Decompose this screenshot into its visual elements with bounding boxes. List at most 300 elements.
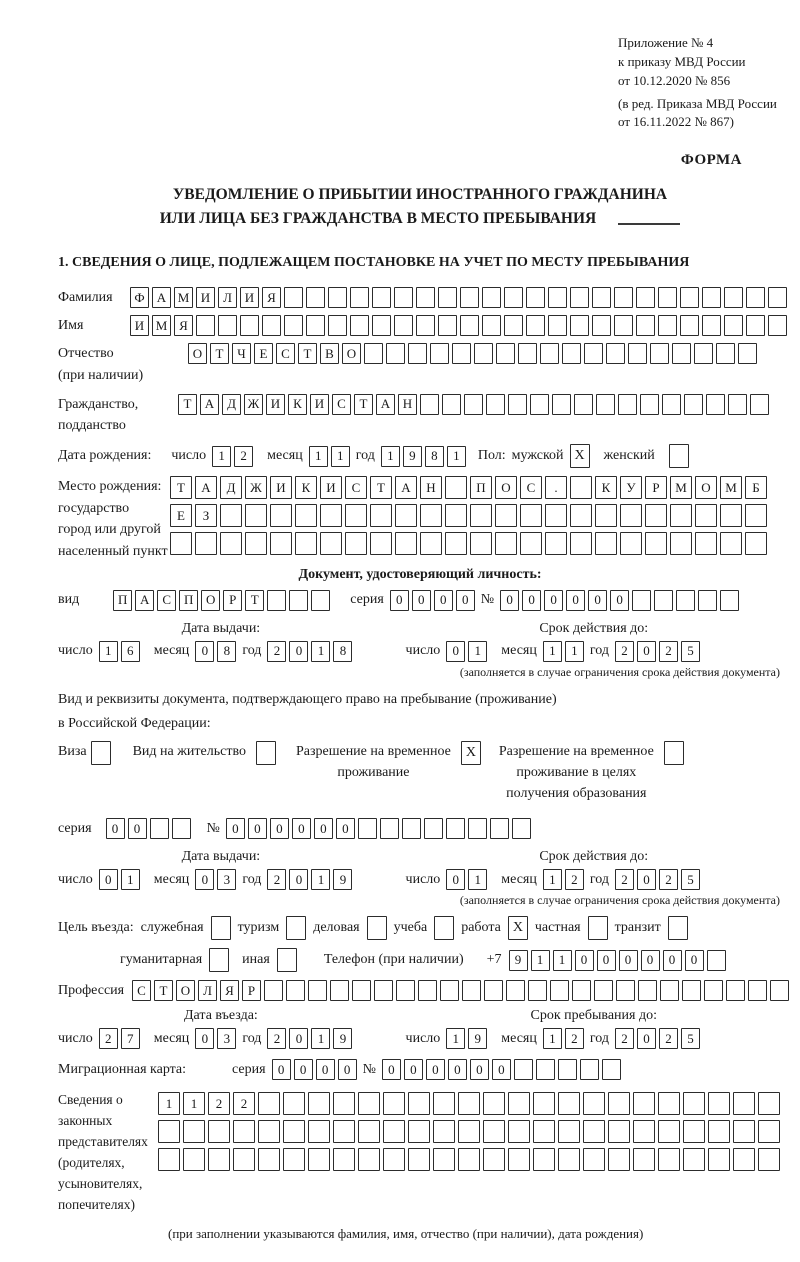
form-cell[interactable] [602,1059,621,1080]
form-cell[interactable] [209,948,229,972]
form-cell[interactable] [676,590,695,611]
form-cell[interactable]: 1 [99,641,118,662]
form-cell[interactable]: 1 [158,1092,180,1115]
form-cell[interactable] [702,287,721,308]
form-cell[interactable]: М [670,476,692,499]
form-cell[interactable] [295,532,317,555]
form-cell[interactable] [258,1148,280,1171]
form-cell[interactable] [320,504,342,527]
form-cell[interactable] [383,1148,405,1171]
form-cell[interactable] [562,343,581,364]
form-cell[interactable]: О [495,476,517,499]
form-cell[interactable] [458,1148,480,1171]
form-cell[interactable]: М [152,315,171,336]
form-cell[interactable] [438,287,457,308]
form-cell[interactable] [724,315,743,336]
form-cell[interactable]: 0 [294,1059,313,1080]
form-cell[interactable] [746,287,765,308]
form-cell[interactable] [728,394,747,415]
form-cell[interactable]: П [470,476,492,499]
form-cell[interactable] [595,532,617,555]
form-cell[interactable] [395,532,417,555]
form-cell[interactable] [526,315,545,336]
form-cell[interactable] [660,980,679,1001]
form-cell[interactable] [306,315,325,336]
form-cell[interactable] [440,980,459,1001]
form-cell[interactable] [670,504,692,527]
form-cell[interactable] [638,980,657,1001]
form-cell[interactable] [358,1148,380,1171]
form-cell[interactable] [720,532,742,555]
form-cell[interactable]: 1 [311,1028,330,1049]
form-cell[interactable]: Ф [130,287,149,308]
form-cell[interactable]: 1 [468,641,487,662]
form-cell[interactable]: 1 [311,869,330,890]
form-cell[interactable] [172,818,191,839]
form-cell[interactable] [720,504,742,527]
form-cell[interactable] [420,394,439,415]
form-cell[interactable]: Т [178,394,197,415]
form-cell[interactable] [658,287,677,308]
form-cell[interactable] [583,1092,605,1115]
form-cell[interactable] [211,916,231,940]
form-cell[interactable] [208,1148,230,1171]
form-cell[interactable] [508,1092,530,1115]
form-cell[interactable] [474,343,493,364]
form-cell[interactable] [662,394,681,415]
form-cell[interactable]: О [342,343,361,364]
form-cell[interactable] [270,532,292,555]
form-cell[interactable] [170,532,192,555]
form-cell[interactable]: И [240,287,259,308]
form-cell[interactable]: И [270,476,292,499]
form-cell[interactable]: 0 [99,869,118,890]
form-cell[interactable] [558,1059,577,1080]
form-cell[interactable] [583,1148,605,1171]
form-cell[interactable]: 0 [128,818,147,839]
form-cell[interactable] [460,287,479,308]
form-cell[interactable]: 0 [426,1059,445,1080]
form-cell[interactable] [552,394,571,415]
form-cell[interactable]: И [320,476,342,499]
form-cell[interactable] [402,818,421,839]
form-cell[interactable]: 0 [390,590,409,611]
form-cell[interactable] [512,818,531,839]
form-cell[interactable]: 2 [267,641,286,662]
form-cell[interactable] [345,532,367,555]
form-cell[interactable]: 2 [208,1092,230,1115]
form-cell[interactable]: К [288,394,307,415]
form-cell[interactable]: Т [170,476,192,499]
form-cell[interactable]: 0 [500,590,519,611]
form-cell[interactable] [758,1092,780,1115]
form-cell[interactable] [706,394,725,415]
form-cell[interactable]: 9 [468,1028,487,1049]
form-cell[interactable] [183,1148,205,1171]
form-cell[interactable] [504,287,523,308]
form-cell[interactable] [256,741,276,765]
form-cell[interactable]: Д [220,476,242,499]
form-cell[interactable] [733,1092,755,1115]
form-cell[interactable] [650,343,669,364]
form-cell[interactable]: Р [242,980,261,1001]
form-cell[interactable] [668,916,688,940]
form-cell[interactable]: Я [174,315,193,336]
form-cell[interactable]: 0 [637,641,656,662]
form-cell[interactable] [420,504,442,527]
form-cell[interactable] [396,980,415,1001]
form-cell[interactable]: Б [745,476,767,499]
form-cell[interactable] [289,590,308,611]
form-cell[interactable] [592,315,611,336]
form-cell[interactable] [370,504,392,527]
form-cell[interactable]: Н [420,476,442,499]
form-cell[interactable] [270,504,292,527]
form-cell[interactable] [350,315,369,336]
form-cell[interactable] [704,980,723,1001]
form-cell[interactable]: 0 [226,818,245,839]
form-cell[interactable]: 0 [338,1059,357,1080]
form-cell[interactable] [433,1120,455,1143]
form-cell[interactable]: 2 [234,446,253,467]
form-cell[interactable]: 0 [446,641,465,662]
form-cell[interactable] [530,394,549,415]
form-cell[interactable] [768,287,787,308]
form-cell[interactable]: 3 [217,1028,236,1049]
form-cell[interactable]: 0 [544,590,563,611]
form-cell[interactable] [684,394,703,415]
form-cell[interactable] [483,1148,505,1171]
form-cell[interactable] [208,1120,230,1143]
form-cell[interactable]: 2 [565,1028,584,1049]
form-cell[interactable]: 1 [212,446,231,467]
form-cell[interactable]: А [395,476,417,499]
form-cell[interactable]: 0 [289,1028,308,1049]
form-cell[interactable] [264,980,283,1001]
form-cell[interactable] [528,980,547,1001]
form-cell[interactable] [664,741,684,765]
form-cell[interactable]: 8 [425,446,444,467]
form-cell[interactable]: П [113,590,132,611]
form-cell[interactable]: 0 [106,818,125,839]
form-cell[interactable] [558,1092,580,1115]
form-cell[interactable] [574,394,593,415]
form-cell[interactable] [588,916,608,940]
form-cell[interactable] [408,1148,430,1171]
form-cell[interactable]: 1 [331,446,350,467]
form-cell[interactable] [416,315,435,336]
form-cell[interactable]: О [695,476,717,499]
form-cell[interactable] [733,1148,755,1171]
form-cell[interactable]: X [508,916,528,940]
form-cell[interactable]: 9 [403,446,422,467]
form-cell[interactable] [240,315,259,336]
form-cell[interactable]: X [570,444,590,468]
form-cell[interactable]: З [195,504,217,527]
form-cell[interactable]: М [174,287,193,308]
form-cell[interactable] [220,504,242,527]
form-cell[interactable]: 0 [575,950,594,971]
form-cell[interactable] [526,287,545,308]
form-cell[interactable]: 0 [434,590,453,611]
form-cell[interactable]: И [196,287,215,308]
form-cell[interactable] [445,532,467,555]
form-cell[interactable] [596,394,615,415]
form-cell[interactable]: И [266,394,285,415]
form-cell[interactable] [670,532,692,555]
form-cell[interactable]: К [295,476,317,499]
form-cell[interactable]: 0 [492,1059,511,1080]
form-cell[interactable] [724,287,743,308]
form-cell[interactable] [482,315,501,336]
form-cell[interactable] [583,1120,605,1143]
form-cell[interactable] [608,1092,630,1115]
form-cell[interactable] [383,1120,405,1143]
form-cell[interactable] [633,1120,655,1143]
form-cell[interactable]: Т [354,394,373,415]
form-cell[interactable]: 1 [531,950,550,971]
form-cell[interactable] [283,1148,305,1171]
form-cell[interactable] [418,980,437,1001]
form-cell[interactable] [150,818,169,839]
form-cell[interactable]: 0 [289,869,308,890]
form-cell[interactable] [758,1148,780,1171]
form-cell[interactable]: Я [220,980,239,1001]
form-cell[interactable] [518,343,537,364]
form-cell[interactable]: 0 [641,950,660,971]
form-cell[interactable]: 2 [615,1028,634,1049]
form-cell[interactable]: X [461,741,481,765]
form-cell[interactable]: 0 [522,590,541,611]
form-cell[interactable] [595,504,617,527]
form-cell[interactable] [570,532,592,555]
form-cell[interactable]: 0 [412,590,431,611]
form-cell[interactable]: 0 [382,1059,401,1080]
form-cell[interactable] [308,1120,330,1143]
form-cell[interactable] [695,532,717,555]
form-cell[interactable] [633,1092,655,1115]
form-cell[interactable] [464,394,483,415]
form-cell[interactable] [768,315,787,336]
form-cell[interactable] [438,315,457,336]
form-cell[interactable] [745,532,767,555]
form-cell[interactable]: 5 [681,1028,700,1049]
form-cell[interactable] [496,343,515,364]
form-cell[interactable]: 0 [619,950,638,971]
form-cell[interactable] [333,1120,355,1143]
form-cell[interactable]: . [545,476,567,499]
form-cell[interactable] [367,916,387,940]
form-cell[interactable] [683,1148,705,1171]
form-cell[interactable]: Т [154,980,173,1001]
form-cell[interactable]: 0 [446,869,465,890]
form-cell[interactable]: 0 [289,641,308,662]
form-cell[interactable]: 6 [121,641,140,662]
form-cell[interactable] [433,1092,455,1115]
form-cell[interactable] [508,1148,530,1171]
form-cell[interactable]: 0 [470,1059,489,1080]
form-cell[interactable] [726,980,745,1001]
form-cell[interactable]: 5 [681,641,700,662]
form-cell[interactable] [458,1092,480,1115]
form-cell[interactable]: 0 [566,590,585,611]
form-cell[interactable] [470,504,492,527]
form-cell[interactable] [468,818,487,839]
form-cell[interactable]: О [176,980,195,1001]
form-cell[interactable] [434,916,454,940]
form-cell[interactable]: В [320,343,339,364]
form-cell[interactable] [694,343,713,364]
form-cell[interactable]: Р [223,590,242,611]
form-cell[interactable] [708,1148,730,1171]
form-cell[interactable] [628,343,647,364]
form-cell[interactable] [333,1092,355,1115]
form-cell[interactable] [558,1120,580,1143]
form-cell[interactable] [548,315,567,336]
form-cell[interactable]: 8 [333,641,352,662]
form-cell[interactable] [708,1092,730,1115]
form-cell[interactable]: К [595,476,617,499]
form-cell[interactable]: 0 [195,1028,214,1049]
form-cell[interactable] [430,343,449,364]
form-cell[interactable] [380,818,399,839]
form-cell[interactable] [570,287,589,308]
form-cell[interactable] [383,1092,405,1115]
form-cell[interactable] [295,504,317,527]
form-cell[interactable] [374,980,393,1001]
form-cell[interactable] [533,1148,555,1171]
form-cell[interactable] [358,818,377,839]
form-cell[interactable] [720,590,739,611]
form-cell[interactable] [702,315,721,336]
form-cell[interactable] [386,343,405,364]
form-cell[interactable]: С [520,476,542,499]
form-cell[interactable]: Т [245,590,264,611]
form-cell[interactable] [364,343,383,364]
form-cell[interactable]: С [157,590,176,611]
form-cell[interactable] [748,980,767,1001]
form-cell[interactable] [267,590,286,611]
form-cell[interactable] [707,950,726,971]
form-cell[interactable]: 2 [267,1028,286,1049]
form-cell[interactable] [328,315,347,336]
form-cell[interactable]: 0 [610,590,629,611]
form-cell[interactable]: О [188,343,207,364]
form-cell[interactable] [508,394,527,415]
form-cell[interactable]: Л [218,287,237,308]
form-cell[interactable]: Ж [245,476,267,499]
form-cell[interactable] [770,980,789,1001]
form-cell[interactable] [683,1092,705,1115]
form-cell[interactable] [420,532,442,555]
form-cell[interactable] [320,532,342,555]
form-cell[interactable] [286,916,306,940]
form-cell[interactable]: А [135,590,154,611]
form-cell[interactable] [91,741,111,765]
form-cell[interactable] [158,1148,180,1171]
form-cell[interactable] [614,315,633,336]
form-cell[interactable] [233,1148,255,1171]
form-cell[interactable]: 2 [233,1092,255,1115]
form-cell[interactable] [658,315,677,336]
form-cell[interactable]: 1 [565,641,584,662]
form-cell[interactable]: 7 [121,1028,140,1049]
form-cell[interactable] [458,1120,480,1143]
form-cell[interactable]: 8 [217,641,236,662]
form-cell[interactable] [733,1120,755,1143]
form-cell[interactable] [758,1120,780,1143]
form-cell[interactable] [618,394,637,415]
form-cell[interactable] [514,1059,533,1080]
form-cell[interactable] [695,504,717,527]
form-cell[interactable] [698,590,717,611]
form-cell[interactable]: 0 [195,869,214,890]
form-cell[interactable]: 0 [195,641,214,662]
form-cell[interactable] [750,394,769,415]
form-cell[interactable] [394,315,413,336]
form-cell[interactable] [520,504,542,527]
form-cell[interactable] [283,1092,305,1115]
form-cell[interactable] [592,287,611,308]
form-cell[interactable] [669,444,689,468]
form-cell[interactable] [484,980,503,1001]
form-cell[interactable]: 1 [446,1028,465,1049]
form-cell[interactable] [716,343,735,364]
form-cell[interactable] [570,315,589,336]
form-cell[interactable]: О [201,590,220,611]
form-cell[interactable] [483,1092,505,1115]
form-cell[interactable]: Р [645,476,667,499]
form-cell[interactable] [358,1092,380,1115]
form-cell[interactable] [683,1120,705,1143]
form-cell[interactable] [548,287,567,308]
form-cell[interactable]: 1 [553,950,572,971]
form-cell[interactable] [277,948,297,972]
form-cell[interactable]: 0 [336,818,355,839]
form-cell[interactable]: 2 [615,641,634,662]
form-cell[interactable]: 9 [509,950,528,971]
form-cell[interactable]: 0 [248,818,267,839]
form-cell[interactable] [680,287,699,308]
form-cell[interactable]: 0 [685,950,704,971]
form-cell[interactable] [645,532,667,555]
form-cell[interactable] [608,1148,630,1171]
form-cell[interactable] [658,1148,680,1171]
form-cell[interactable]: М [720,476,742,499]
form-cell[interactable] [520,532,542,555]
form-cell[interactable] [746,315,765,336]
form-cell[interactable]: 1 [543,641,562,662]
form-cell[interactable] [308,980,327,1001]
form-cell[interactable]: 0 [404,1059,423,1080]
form-cell[interactable] [258,1092,280,1115]
form-cell[interactable]: 0 [316,1059,335,1080]
form-cell[interactable]: 1 [543,1028,562,1049]
form-cell[interactable]: А [152,287,171,308]
form-cell[interactable] [572,980,591,1001]
form-cell[interactable] [620,504,642,527]
form-cell[interactable] [233,1120,255,1143]
form-cell[interactable] [483,1120,505,1143]
form-cell[interactable] [245,504,267,527]
form-cell[interactable]: 1 [543,869,562,890]
form-cell[interactable] [486,394,505,415]
form-cell[interactable] [372,287,391,308]
form-cell[interactable]: 0 [637,869,656,890]
form-cell[interactable]: А [195,476,217,499]
form-cell[interactable] [408,343,427,364]
form-cell[interactable] [445,504,467,527]
